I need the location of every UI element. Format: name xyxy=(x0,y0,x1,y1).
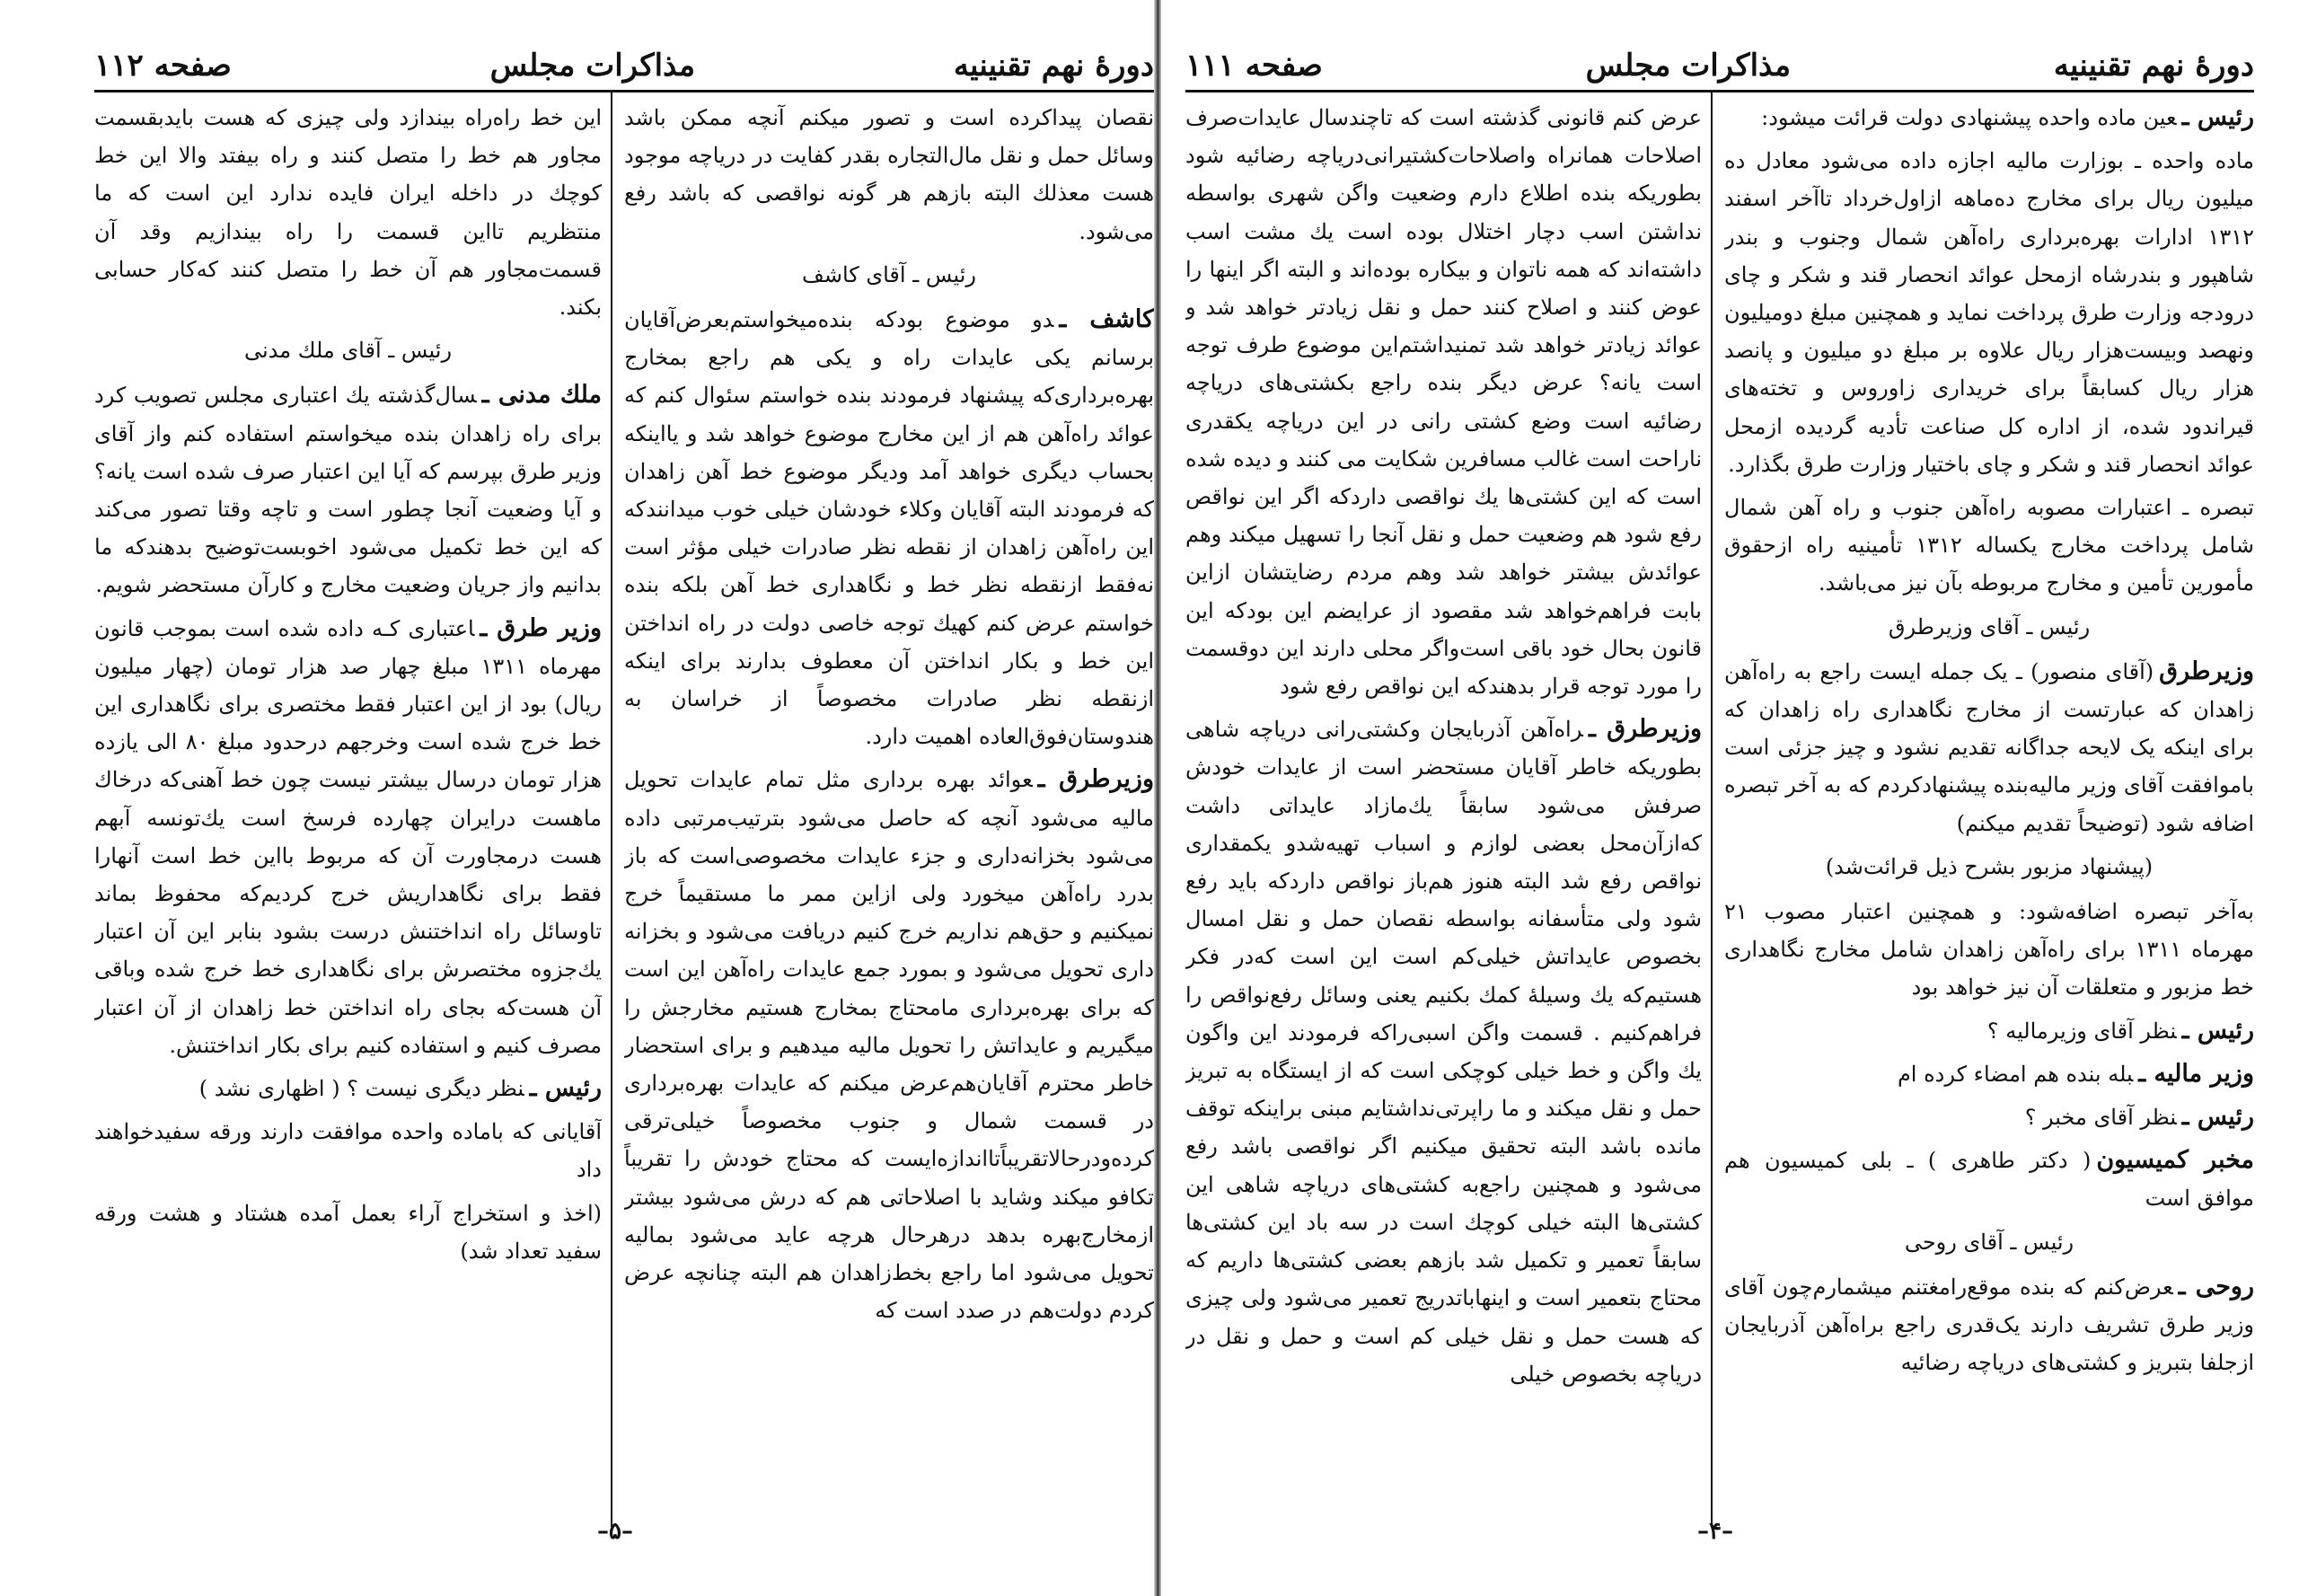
speaker-name: وزیرطرق ـ xyxy=(1588,715,1702,744)
transcript-paragraph xyxy=(1724,489,2254,603)
column-divider xyxy=(1711,90,1713,1527)
paragraph-text: اعتباری کـه داده شده است بموجب قانون مهرماه ۱۳۱۱ مبلغ چهار صد هزار تومان (چهار میلیون ریال) بود از این اعتبار فقط مختصری برای نگاهداری این خط خرج شده است وخرجهم درحدود مبلغ ۸۰ الی یازده هزار تومان درسال بیشتر نیست چون خط آهنی‌که درخاك ماهست درایران چهارده فرسخ است یك‌تونسه آبهم هست درمجاورت آن که مربوط بااین خط است آنهارا فقط برای نگاهداریش خرج کردیم‌که محفوظ بماند تاوسائل راه انداختنش درست بشود بنابر این آن اعتبار یك‌جزوه مختصرش برای نگاهداری خط خرج شده وباقی آن هست‌که بجای راه انداختن خط زاهدان از آن اعتبار مصرف کنیم و استفاده کنیم برای بکار انداختنش. xyxy=(94,615,602,1058)
text-column-right xyxy=(1724,99,2254,1500)
left-page xyxy=(76,0,1158,1596)
transcript-paragraph xyxy=(94,610,602,1064)
transcript-paragraph xyxy=(1724,893,2254,1007)
speaker-name: وزیر مالیه ـ xyxy=(2138,1059,2254,1088)
header-rule xyxy=(1185,90,2254,93)
transcript-paragraph xyxy=(1724,1012,2254,1050)
transcript-paragraph xyxy=(1724,1055,2254,1093)
page-header xyxy=(1185,43,2254,88)
paragraph-text: نظر دیگری نیست ؟ ( اظهاری نشد ) xyxy=(198,1076,524,1102)
paragraph-text: بله بنده هم امضاء کرده ام xyxy=(1897,1061,2134,1087)
paragraph-text: تبصره ـ اعتبارات مصوبه راه‌آهن جنوب و راه آهن شمال شامل پرداخت مخارج یکساله ۱۳۱۲ تأمینیه راه ازحقوق مأمورین تأمین و مخارج مربوطه بآن نیز می‌باشد. xyxy=(1724,495,2254,596)
header-rule xyxy=(94,90,1154,93)
paragraph-text: سال‌گذشته یك اعتباری مجلس تصویب کرد برای راه زاهدان بنده میخواستم استفاده کنم واز آقای وزیر طرق بپرسم که آیا این اعتبار صرف شده است یانه؟ و آیا وضعیت آنجا چطور است و تاچه وقتا تصور می‌کند که این خط تکمیل می‌شود اخوبست‌توضیح بدهندکه ما بدانیم واز جریان وضعیت مخارج و کارآن مستحضر شویم. xyxy=(94,383,602,598)
transcript-paragraph xyxy=(94,1195,602,1270)
speaker-name: مخبر کمیسیون xyxy=(2096,1146,2254,1175)
paragraph-text: نظر آقای وزیرمالیه ؟ xyxy=(1986,1018,2177,1044)
speaker-heading: رئیس ـ آقای کاشف xyxy=(802,261,976,287)
transcript-paragraph xyxy=(1724,1142,2254,1217)
speaker-name: کاشف ـ xyxy=(1059,305,1154,334)
paragraph-text: ماده واحده ـ بوزارت مالیه اجازه داده می‌شود معادل ده میلیون ریال برای مخارج ده‌ماهه ازاول‌خرداد تاآخر اسفند ۱۳۱۲ ادارات بهره‌برداری راه‌آهن شمال وجنوب و بندر شاهپور و بندرشاه ازمحل عوائد انحصار قند و شکر و چای درودجه وزارت طرق پرداخت نماید و همچنین مبلغ دومیلیون ونهصد وبیست‌هزار ریال علاوه بر مبلغ دو میلیون و پانصد هزار ریال کسابقاً برای خریداری زاوروس و تخته‌های قیراندود شده، از اداره کل صناعت تأدیه گردیده ازمحل عوائد انحصار قند و شکر و چای باختیار وزارت طرق بگذارد. xyxy=(1724,148,2254,477)
paragraph-text: نقصان پیداکرده است و تصور میکنم آنچه ممکن باشد وسائل حمل و نقل مال‌التجاره بقدر کفایت در دریاچه موجود هست معذلك البته بازهم هر گونه نواقصی که باشد رفع می‌شود. xyxy=(624,105,1154,244)
session-label: دورهٔ نهم تقنینیه xyxy=(2053,48,2254,84)
paragraph-text: (اخذ و استخراج آراء بعمل آمده هشتاد و هشت ورقه سفید تعداد شد) xyxy=(94,1200,602,1264)
paragraph-text: به‌آخر تبصره اضافه‌شود: و همچنین اعتبار مصوب ۲۱ مهرماه ۱۳۱۱ برای راه‌آهن زاهدان شامل مخارج نگاهداری خط مزبور و متعلقات آن نیز خواهد بود xyxy=(1724,899,2254,1001)
transcript-paragraph xyxy=(1185,710,1702,1393)
paragraph-text: راه‌آهن آذربایجان وکشتی‌رانی دریاچه شاهی بطوریکه خاطر آقایان مستحضر است از عایدات خودش صرفش می‌شود سابقاً یك‌مازاد عایداتی داشت که‌ازآن‌محل بعضی لوازم و اسباب تهیه‌شدو یکمقداری نواقص رفع شد البته هنوز هم‌باز نواقص داردکه باید رفع شود ولی متأسفانه بواسطه نقصان حمل و نقل امسال بخصوص عایداتش خیلی‌کم است این است کەدر فکر هستیم‌که یك وسیلهٔ کمك بکنیم یعنی وسائل رفع‌نواقص را فراهم‌کنیم . قسمت واگن اسبی‌راکه فرمودند این واگون یك واگن و خط خیلی کوچکی است که از ایستگاه به تبریز حمل و نقل میکند و ما راپرتی‌نداشتایم مبنی براینکه توقف مانده باشد البته تحقیق میکنیم اگر نواقصی باشد رفع می‌شود و همچنین راجع‌به کشتی‌های دریاچه شاهی این کشتی‌ها البته خیلی کوچك است در سه باد این کشتی‌ها سابقاً تعمیر و تکمیل شد بازهم بعضی کشتی‌ها داریم که محتاج بتعمیر است و اینهاباتدریج تعمیر می‌شود ولی چیزی که هست حمل و نقل خیلی کم است و حمل و نقل در دریاچه بخصوص خیلی xyxy=(1185,717,1702,1387)
transcript-paragraph xyxy=(1185,99,1702,705)
session-label: دورهٔ نهم تقنینیه xyxy=(953,48,1154,84)
paragraph-text: دو موضوع بودکه بنده‌میخواستم‌بعرض‌آقایان برسانم یکی عایدات راه و یکی هم راجع بمخارج بهره‌برداری‌که پیشنهاد فرمودند بنده خواستم سئوال کنم که عوائد راه‌آهن هم از این مخارج موضوع خواهد شد و یااینکه بحساب دیگری خواهد آمد ودیگر موضوع خط آهن زاهدان که فرمودند البته آقایان وکلاء خودشان خیلی خوب میدانندکه این راه‌آهن زاهدان از نقطه نظر صادرات خیلی مؤثر است نه‌فقط ازنقطه نظر خط و نگاهداری خط آهن بلکه بنده خواستم عرض کنم کهیك توجه خاصی دولت در راه انداختن این خط و بکار انداختن آن معطوف بدارند برای اینکه ازنقطه نظر صادرات مخصوصاً از خراسان به هندوستان‌فوق‌العاده اهمیت دارد. xyxy=(624,307,1154,750)
transcript-paragraph xyxy=(94,99,602,326)
speaker-heading: رئیس ـ آقای روحی xyxy=(1904,1229,2074,1255)
speaker-heading: رئیس ـ آقای وزیرطرق xyxy=(1888,613,2091,639)
transcript-paragraph xyxy=(624,99,1154,251)
paragraph-text: عرض‌کنم که بنده موقع‌رامغتنم میشمارم‌چون آقای وزیر طرق تشریف دارند یک‌قدری راجع براه‌آهن آذربایجان ازجلفا بتبریز و کشتی‌های دریاچه رضائیه xyxy=(1724,1274,2254,1376)
transcript-paragraph xyxy=(1724,653,2254,842)
speaker-name: ملك مدنی ـ xyxy=(481,381,602,410)
transcript-paragraph xyxy=(1724,1098,2254,1136)
transcript-paragraph xyxy=(1724,1268,2254,1382)
transcript-paragraph xyxy=(94,1070,602,1107)
transcript-paragraph xyxy=(1724,142,2254,483)
text-column-left xyxy=(1185,99,1702,1500)
paragraph-text: آقایانی که باماده واحده موافقت دارند ورقه سفیدخواهند داد xyxy=(94,1119,602,1183)
transcript-paragraph xyxy=(624,761,1154,1329)
speaker-name: رئیس ـ xyxy=(2181,1016,2254,1045)
transcript-paragraph xyxy=(624,301,1154,755)
text-column-left xyxy=(94,99,602,1500)
page-footer-number: –۵– xyxy=(597,1518,633,1545)
speaker-name: وزیرطرق xyxy=(2159,657,2254,685)
speaker-name: رئیس ـ xyxy=(2181,1103,2254,1132)
speaker-name: رئیس ـ xyxy=(2181,103,2254,131)
page-number-label: صفحه ۱۱۲ xyxy=(94,48,232,84)
speaker-name: روحی ـ xyxy=(2178,1272,2254,1301)
paragraph-text: (آقای منصور) ـ یک جمله ایست راجع به راه‌آهن زاهدان که عبارتست از مخارج نگاهداری راه زاهدان که برای اینکه یک لایحه جداگانه تقدیم نشود و چیز جزئی است باموافقت آقای وزیر مالیه‌بنده پیشنهادکردم که به آخر تبصره اضافه شود (توضیحاً تقدیم میکنم) xyxy=(1724,658,2254,836)
paragraph-text: عرض کنم قانونی گذشته است که تاچندسال عایدات‌صرف اصلاحات همانراه واصلاحات‌کشتیرانی‌دریاچه رضائیه شود بطوریکه بنده اطلاع دارم وضعیت واگن شهری بواسطه نداشتن اسب دچار اختلال بوده است یك مشت اسب داشته‌اند که همه ناتوان و بیکاره بوده‌اند و البته اگر اینها را عوض کنند و اصلاح کنند حمل و نقل زیادتر خواهد شد و عوائد زیادتر خواهد شد تمنیداشتم‌این موضوع طرف توجه است یانه؟ عرض دیگر بنده راجع بکشتی‌های دریاچه رضائیه است وضع کشتی رانی در این دریاچه یکقدری ناراحت است غالب مسافرین شکایت می کنند و دیده شده است که این کشتی‌ها یك نواقصی داردکه اگر این نواقص رفع شود هم وضعیت حمل و نقل آنجا را تسهیل میکند وهم عوائدش بیشتر خواهد شد وهم مردم رضایتشان ازاین بابت فراهم‌خواهد شد مقصود از عرایضم این بودکه این قانون بحال خود باقی است‌واگر محلی دارند این دوقسمت را مورد توجه قرار بدهندکه این نواقص رفع شود xyxy=(1185,105,1702,700)
paragraph-text: ( دکتر طاهری ) ـ بلی کمیسیون هم موافق است xyxy=(1724,1148,2254,1212)
speaker-name: وزیر طرق ـ xyxy=(480,613,602,642)
column-divider xyxy=(611,90,612,1527)
header-title: مذاکرات مجلس xyxy=(1585,48,1792,84)
right-page xyxy=(1158,0,2299,1596)
paragraph-text: عین ماده واحده پیشنهادی دولت قرائت میشود: xyxy=(1761,105,2177,130)
text-column-right xyxy=(624,99,1154,1500)
page-number-label: صفحه ۱۱۱ xyxy=(1185,48,1323,84)
transcript-paragraph xyxy=(94,1113,602,1188)
page-header xyxy=(94,43,1154,88)
speaker-heading: (پیشنهاد مزبور بشرح ذیل قرائت‌شد) xyxy=(1825,853,2154,879)
speaker-name: رئیس ـ xyxy=(529,1074,602,1103)
page-footer-number: –۴– xyxy=(1697,1518,1733,1545)
speaker-name: وزیرطرق ـ xyxy=(1037,765,1154,794)
speaker-heading: رئیس ـ آقای ملك مدنی xyxy=(243,338,453,364)
transcript-paragraph xyxy=(1724,99,2254,137)
paragraph-text: این خط راه‌راه بیندازد ولی چیزی که هست بایدبقسمت مجاور هم خط را متصل کنند و راه بیفتد والا این خط کوچك در داخله ایران فایده ندارد این است که ما منتظریم تااین قسمت را راه بیندازیم وقد آن قسمت‌مجاور هم آن خط را متصل کنند که‌کار حسابی بکند. xyxy=(94,105,602,321)
transcript-paragraph xyxy=(94,376,602,604)
paragraph-text: عوائد بهره برداری مثل تمام عایدات تحویل مالیه می‌شود آنچه که حاصل می‌شود بترتیب‌مرتبی داده می‌شود بخزانه‌داری و جزء عایدات مخصوصی‌است که باز بدرد راه‌آهن میخورد ولی ازاین ممر ما مستقیماً خرج نمیکنیم و حق‌هم نداریم خرج کنیم دریافت می‌شود و بخزانه داری تحویل می‌شود و بمورد جمع عایدات راه‌آهن این است که برای بهره‌برداری ما‌محتاج بمخارج هستیم مخارجش را میگیریم و عایداتش را تحویل مالیه میدهیم و برای استحضار خاطر محترم آقایان‌هم‌عرض میکنم که عایدات بهره‌برداری در قسمت شمال و جنوب مخصوصاً خیلی‌ترقی کرده‌ودر‌حالا‌تقریباً‌تا‌اندازه‌ایست که محتاج خودش را تقریباً تکافو میکند وشاید با اصلاحاتی هم که درش می‌شود بیشتر ازمخارج‌بهره بدهد درهرحال هرچه عاید می‌شود بمالیه تحویل می‌شود اما راجع بخط‌زاهدان هم البته چنانچه عرض کردم دولت‌هم در صدد است که xyxy=(624,767,1154,1324)
paragraph-text: نظر آقای مخبر ؟ xyxy=(2024,1105,2177,1131)
header-title: مذاکرات مجلس xyxy=(489,48,696,84)
